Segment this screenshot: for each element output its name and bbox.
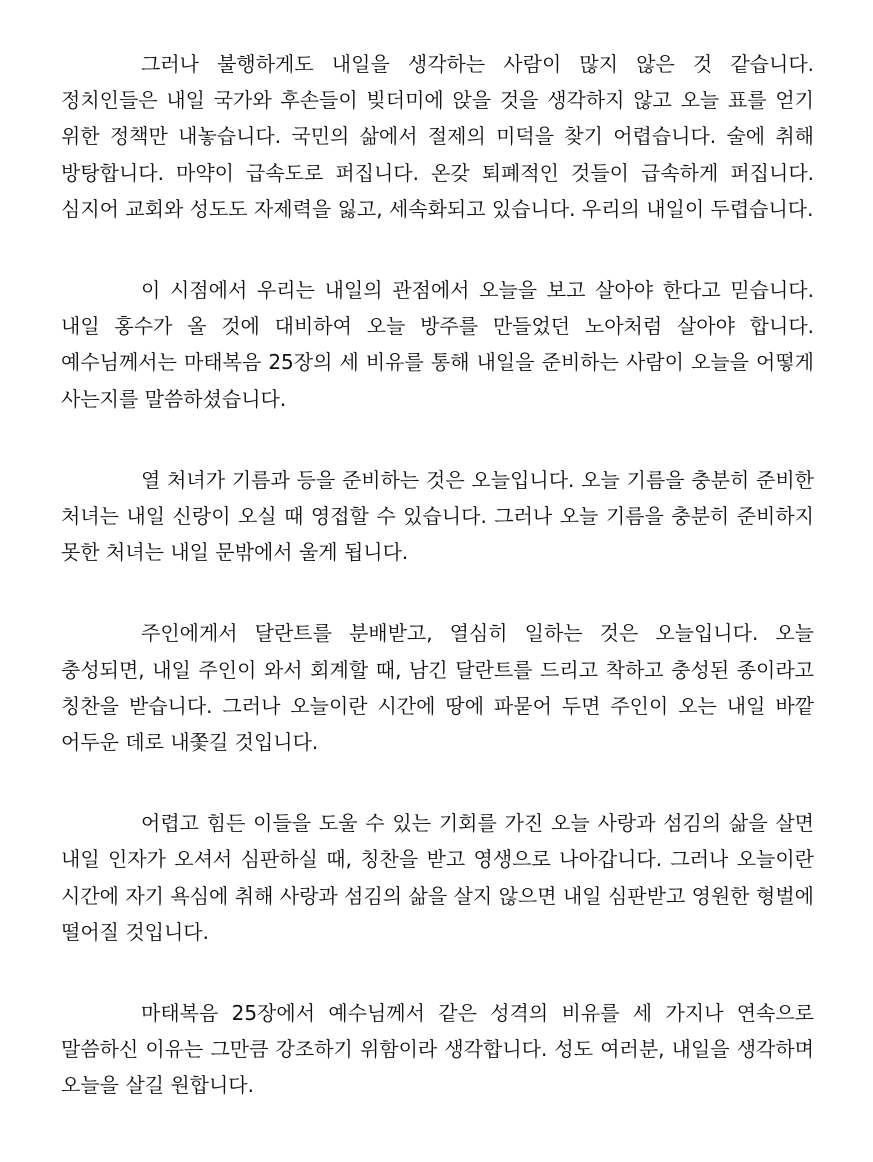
paragraph-2: 이 시점에서 우리는 내일의 관점에서 오늘을 보고 살아야 한다고 믿습니다. 내일 홍수가 올 것에 대비하여 오늘 방주를 만들었던 노아처럼 살아야 합니다. 예수님께서는 마태복음 25장의 세 비유를 통해 내일을 준비하는 사람이 오늘을 어떻게 사는지를 말씀하셨습니다. [61,278,814,411]
document-body [61,46,814,1104]
paragraph-5: 어렵고 힘든 이들을 도울 수 있는 기회를 가진 오늘 사랑과 섬김의 삶을 살면 내일 인자가 오셔서 심판하실 때, 칭찬을 받고 영생으로 나아갑니다. 그러나 오늘이란 시간에 자기 욕심에 취해 사랑과 섬김의 삶을 살지 않으면 내일 심판받고 영원한 형벌에 떨어질 것입니다. [61,811,814,944]
paragraph-4: 주인에게서 달란트를 분배받고, 열심히 일하는 것은 오늘입니다. 오늘 충성되면, 내일 주인이 와서 회계할 때, 남긴 달란트를 드리고 착하고 충성된 종이라고 칭찬을 받습니다. 그러나 오늘이란 시간에 땅에 파묻어 두면 주인이 오는 내일 바깥 어두운 데로 내쫓길 것입니다. [61,621,814,755]
paragraph-6: 마태복음 25장에서 예수님께서 같은 성격의 비유를 세 가지나 연속으로 말씀하신 이유는 그만큼 강조하기 위함이라 생각합니다. 성도 여러분, 내일을 생각하며 오늘을 살길 원합니다. [61,1001,814,1098]
paragraph-3: 열 처녀가 기름과 등을 준비하는 것은 오늘입니다. 오늘 기름을 충분히 준비한 처녀는 내일 신랑이 오실 때 영접할 수 있습니다. 그러나 오늘 기름을 충분히 준비하지 못한 처녀는 내일 문밖에서 울게 됩니다. [61,467,814,565]
paragraph-1: 그러나 불행하게도 내일을 생각하는 사람이 많지 않은 것 같습니다. 정치인들은 내일 국가와 후손들이 빚더미에 앉을 것을 생각하지 않고 오늘 표를 얻기 위한 정책만 내놓습니다. 국민의 삶에서 절제의 미덕을 찾기 어렵습니다. 술에 취해 방탕합니다. 마약이 급속도로 퍼집니다. 온갖 퇴폐적인 것들이 급속하게 퍼집니다. 심지어 교회와 성도도 자제력을 잃고, 세속화되고 있습니다. 우리의 내일이 두렵습니다. [61,52,814,221]
